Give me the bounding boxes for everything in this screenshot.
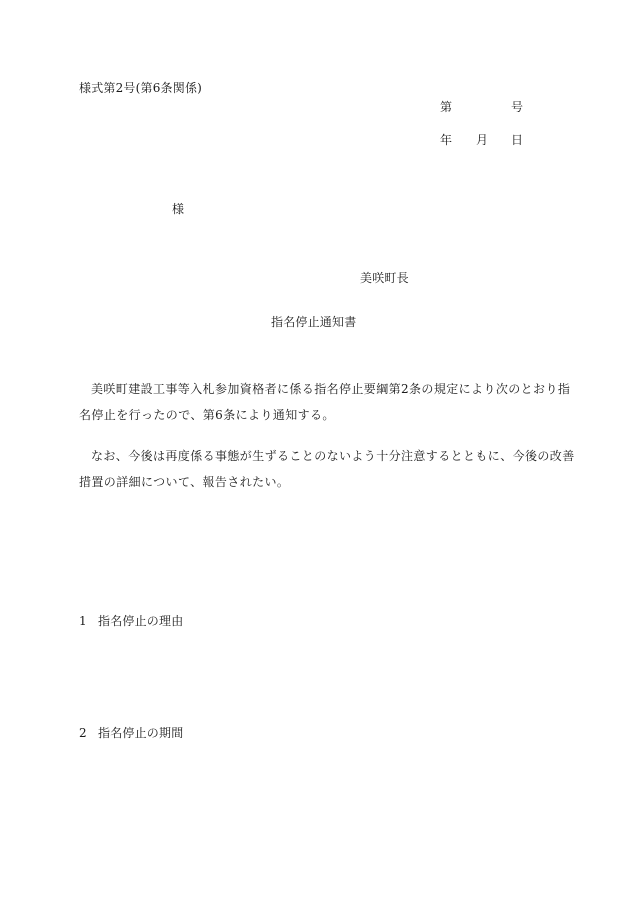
item-1-label: 指名停止の理由	[98, 614, 184, 628]
issuer-name: 美咲町長	[360, 271, 409, 285]
body-paragraph-1	[79, 376, 571, 428]
body-paragraph-2-line-1: なお、今後は再度係る事態が生ずることのないよう十分注意するとともに、今後の改善	[91, 449, 575, 463]
document-title: 指名停止通知書	[271, 315, 357, 329]
date-day: 日	[511, 133, 524, 147]
body-paragraph-2-line-2: 措置の詳細について、報告されたい。	[79, 475, 290, 489]
form-label: 様式第2号(第6条関係)	[79, 81, 203, 95]
body-paragraph-1-line-1: 美咲町建設工事等入札参加資格者に係る指名停止要綱第2条の規定により次のとおり指	[91, 382, 571, 396]
item-2-number: 2	[79, 726, 87, 740]
date-year: 年	[440, 133, 453, 147]
date-month: 月	[476, 133, 489, 147]
addressee-suffix: 様	[172, 202, 185, 216]
body-paragraph-2	[79, 443, 575, 495]
body-paragraph-1-line-2: 名停止を行ったので、第6条により通知する。	[79, 408, 335, 422]
number-prefix: 第	[440, 100, 453, 114]
item-1-number: 1	[79, 614, 87, 628]
item-2-label: 指名停止の期間	[98, 726, 184, 740]
number-suffix: 号	[511, 100, 524, 114]
